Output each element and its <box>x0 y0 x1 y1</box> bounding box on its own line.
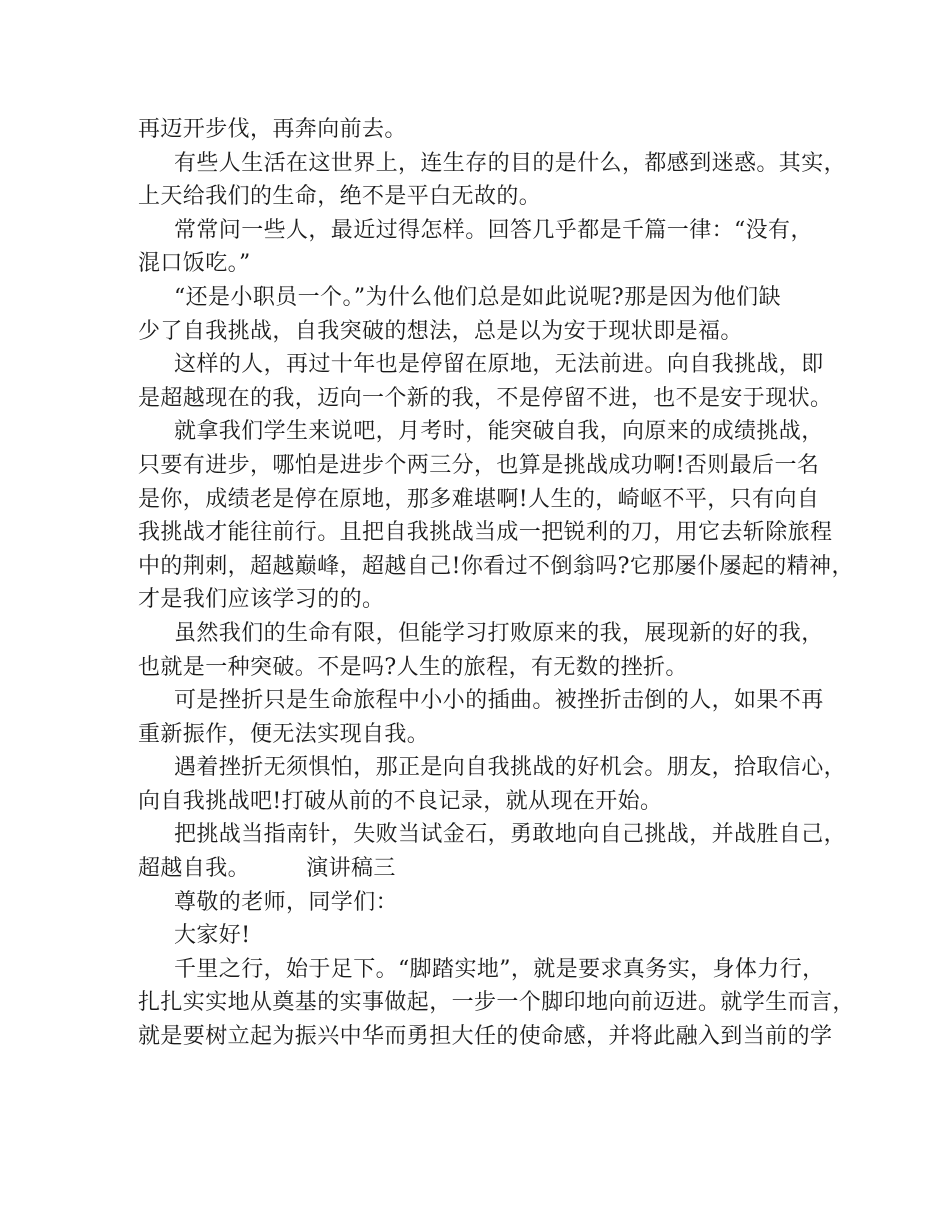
text-line: 有些人生活在这世界上，连生存的目的是什么，都感到迷惑。其实， <box>174 150 847 176</box>
text-line: 就拿我们学生来说吧，月考时，能突破自我，向原来的成绩挑战， <box>174 419 824 445</box>
document-body <box>138 113 855 1054</box>
text-line: 我挑战才能往前行。且把自我挑战当成一把锐利的刀，用它去斩除旅程 <box>138 520 833 546</box>
text-line: 混口饭吃。” <box>138 251 251 277</box>
text-line: 扎扎实实地从奠基的实事做起，一步一个脚印地向前迈进。就学生而言， <box>138 990 855 1016</box>
text-line: 大家好! <box>174 923 251 949</box>
text-line: 是超越现在的我，迈向一个新的我，不是停留不进，也不是安于现状。 <box>138 385 833 411</box>
text-line: 这样的人，再过十年也是停留在原地，无法前进。向自我挑战，即 <box>174 352 824 378</box>
text-line: “还是小职员一个。”为什么他们总是如此说呢?那是因为他们缺 <box>174 284 781 310</box>
text-line: 重新振作，便无法实现自我。 <box>138 721 430 747</box>
text-line: 上天给我们的生命，绝不是平白无故的。 <box>138 184 542 210</box>
text-line: 才是我们应该学习的的。 <box>138 587 385 613</box>
text-line: 可是挫折只是生命旅程中小小的插曲。被挫折击倒的人，如果不再 <box>174 688 824 714</box>
text-line: 遇着挫折无须惧怕，那正是向自我挑战的好机会。朋友，拾取信心， <box>174 755 847 781</box>
text-line: 虽然我们的生命有限，但能学习打败原来的我，展现新的好的我， <box>174 620 824 646</box>
text-line: 常常问一些人，最近过得怎样。回答几乎都是千篇一律：“没有， <box>174 217 813 243</box>
text-line: 就是要树立起为振兴中华而勇担大任的使命感，并将此融入到当前的学 <box>138 1024 833 1050</box>
text-line: 只要有进步，哪怕是进步个两三分，也算是挑战成功啊!否则最后一名 <box>138 452 820 478</box>
text-line: 少了自我挑战，自我突破的想法，总是以为安于现状即是福。 <box>138 318 743 344</box>
text-line: 中的荆刺，超越巅峰，超越自己!你看过不倒翁吗?它那屡仆屡起的精神， <box>138 553 854 579</box>
text-line: 千里之行，始于足下。“脚踏实地”，就是要求真务实，身体力行， <box>174 956 825 982</box>
text-line: 是你，成绩老是停在原地，那多难堪啊!人生的，崎岖不平，只有向自 <box>138 486 820 512</box>
text-line: 尊敬的老师，同学们： <box>174 889 399 915</box>
text-line: 也就是一种突破。不是吗?人生的旅程，有无数的挫折。 <box>138 654 688 680</box>
text-line: 超越自我。 演讲稿三 <box>138 856 396 882</box>
text-line: 向自我挑战吧!打破从前的不良记录，就从现在开始。 <box>138 788 663 814</box>
text-line: 再迈开步伐，再奔向前去。 <box>138 117 407 142</box>
text-line: 把挑战当指南针，失败当试金石，勇敢地向自己挑战，并战胜自己， <box>174 822 847 848</box>
